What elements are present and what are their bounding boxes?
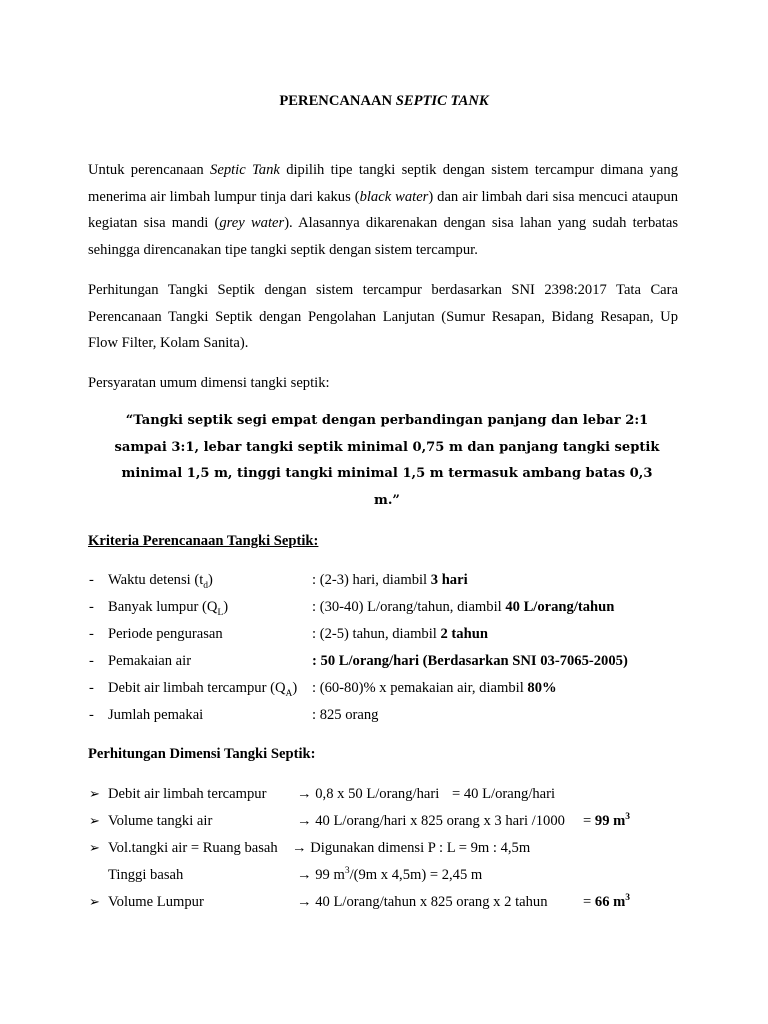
dimension-calc: → 99 $m^3/(9m$ x 4,5m) = 2,45 m <box>297 866 483 883</box>
right-arrow-icon: → <box>297 867 312 883</box>
arrow-bullet-icon: ➢ <box>89 813 100 828</box>
dimension-label: Tinggi basah <box>108 867 184 883</box>
right-arrow-icon: → <box>297 786 312 802</box>
arrow-bullet-icon: ➢ <box>89 786 100 801</box>
arrow-bullet-icon: ➢ <box>89 894 100 909</box>
criteria-label: Waktu detensi $(t_d)$ <box>108 572 213 591</box>
right-arrow-icon: → <box>297 813 312 829</box>
criteria-value: : (30-40) L/orang/tahun, diambil 40 L/orang/tahun <box>312 599 615 615</box>
criteria-value: : 825 orang <box>312 707 379 723</box>
dimension-calc: → 40 L/orang/hari x 825 orang x 3 hari /1000 <box>297 813 565 829</box>
criteria-label: Debit air limbah tercampur $(Q_A)$ <box>108 680 298 699</box>
bullet-dash: - <box>89 707 94 723</box>
intro-italic-1: Septic Tank <box>210 162 280 178</box>
dimension-label: Debit air limbah tercampur <box>108 786 267 802</box>
right-arrow-icon: → <box>292 840 307 856</box>
intro-text-2: dipilih tipe tangki septik dengan sistem tercampur dimana yang menerima air limbah lumpur tinja dari kakus ( <box>88 162 678 205</box>
arrow-bullet-icon: ➢ <box>89 840 100 855</box>
criteria-label: Banyak lumpur $(Q_L)$ <box>108 599 229 618</box>
bullet-dash: - <box>89 653 94 669</box>
page-title <box>0 93 768 110</box>
dimension-result: = 99 $m^3$ <box>583 812 631 829</box>
title-italic: SEPTIC TANK <box>395 93 489 109</box>
dimensions-heading: Perhitungan Dimensi Tangki Septik: <box>88 746 316 762</box>
intro-text-4: ). Alasannya dikarenakan dengan sisa lahan yang sudah terbatas sehingga direncanakan tipe tangki septik dengan sistem tercampur. <box>88 215 678 259</box>
criteria-label: Pemakaian air <box>108 653 192 669</box>
criteria-value: : 50 L/orang/hari (Berdasarkan SNI 03-7065-2005) <box>312 653 628 669</box>
sni-paragraph <box>88 277 678 357</box>
requirements-quote <box>108 408 666 515</box>
bullet-dash: - <box>89 626 94 642</box>
sni-paragraph-text: Perhitungan Tangki Septik dengan sistem tercampur berdasarkan SNI 2398:2017 Tata Cara Perencanaan Tangki Septik dengan Pengolahan Lanjutan (Sumur Resapan, Bidang Resapan, Up Flow Filter, Kolam Sanita). <box>88 282 678 352</box>
right-arrow-icon: → <box>297 894 312 910</box>
intro-text-3: ) dan air limbah dari sisa mencuci ataupun kegiatan sisa mandi ( <box>88 188 679 232</box>
criteria-value: : (2-3) hari, diambil 3 hari <box>312 572 468 588</box>
intro-text-1: Untuk perencanaan <box>88 162 211 178</box>
intro-italic-3: grey water <box>219 215 285 232</box>
dimension-label: Volume tangki air <box>108 813 213 829</box>
dimension-calc: → Digunakan dimensi P : L = 9m : 4,5m <box>292 840 531 856</box>
requirements-intro <box>88 370 678 397</box>
intro-italic-2: black water <box>359 188 429 205</box>
requirements-intro-text: Persyaratan umum dimensi tangki septik: <box>88 375 330 391</box>
title-text: PERENCANAAN <box>279 93 396 109</box>
dimension-label: Vol.tangki air = Ruang basah <box>108 840 278 856</box>
criteria-value: : (60-80)% x pemakaian air, diambil 80% <box>312 680 557 696</box>
intro-paragraph <box>88 157 678 264</box>
dimension-result: = 66 $m^3$ <box>583 893 631 910</box>
bullet-dash: - <box>89 680 94 696</box>
bullet-dash: - <box>89 572 94 588</box>
criteria-label: Periode pengurasan <box>108 626 223 642</box>
dimension-calc: → 0,8 x 50 L/orang/hari <box>297 786 440 802</box>
criteria-label: Jumlah pemakai <box>108 707 204 723</box>
criteria-value: : (2-5) tahun, diambil 2 tahun <box>312 626 488 642</box>
dimension-label: Volume Lumpur <box>108 894 204 910</box>
dimension-calc: → 40 L/orang/tahun x 825 orang x 2 tahun <box>297 894 548 910</box>
quote-text: “Tangki septik segi empat dengan perbandingan panjang dan lebar 2:1 sampai 3:1, lebar tangki septik minimal 0,75 m dan panjang tangki septik minimal 1,5 m, tinggi tangki minimal 1,5 m termasuk ambang batas 0,3 m.” <box>114 413 660 509</box>
criteria-heading: Kriteria Perencanaan Tangki Septik: <box>88 533 319 549</box>
dimension-result: = 40 L/orang/hari <box>452 786 556 802</box>
bullet-dash: - <box>89 599 94 615</box>
